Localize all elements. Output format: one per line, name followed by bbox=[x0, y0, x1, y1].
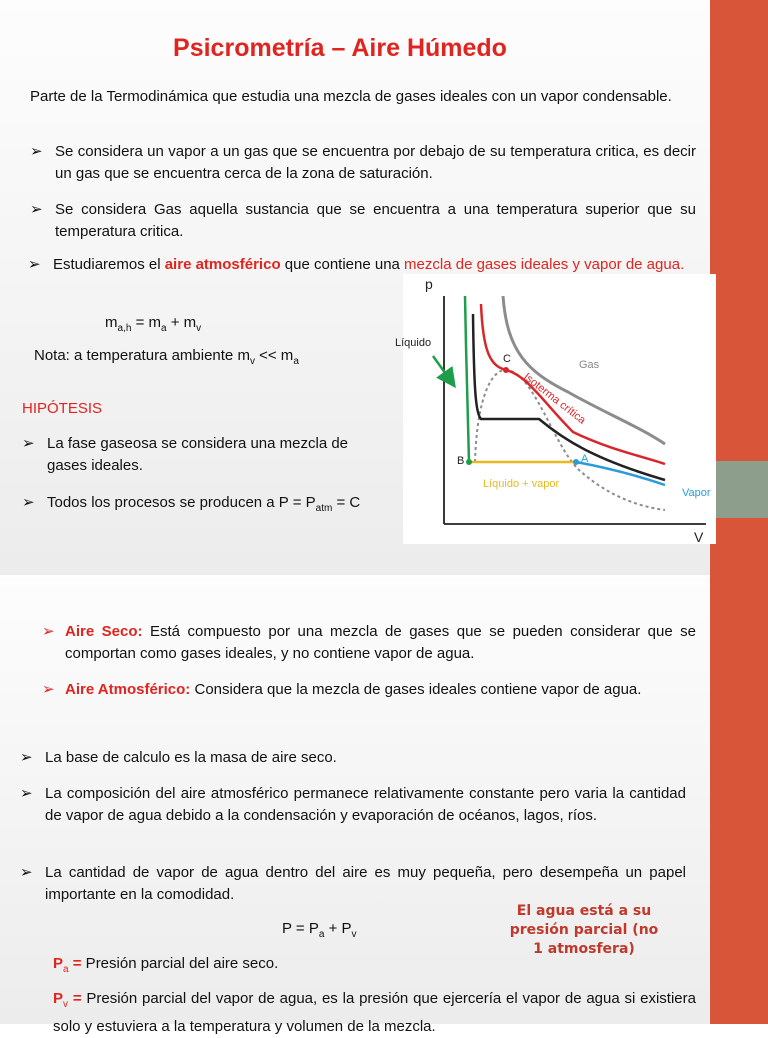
liquid-line bbox=[465, 296, 469, 462]
aire-seco-label: Aire Seco: bbox=[65, 623, 143, 640]
arrow-bullet-icon: ➢ bbox=[22, 435, 35, 452]
bullet-composicion: La composición del aire atmosférico permanece relativamente constante pero varia la cantidad de vapor de agua debido a la condensación y evaporación de océanos, lagos, ríos. bbox=[45, 785, 686, 824]
arrow-bullet-icon: ➢ bbox=[20, 749, 33, 766]
point-b-marker bbox=[466, 459, 472, 465]
liquido-label: Líquido bbox=[395, 337, 432, 349]
bullet-vapor: Se considera un vapor a un gas que se encuentra por debajo de su temperatura critica, es decir un gas que se encuentra cerca de la zona de saturación. bbox=[55, 143, 696, 182]
accent-tab bbox=[710, 461, 768, 518]
v-axis-label: V bbox=[694, 529, 704, 545]
aire-atmosferico-label: Aire Atmosférico: bbox=[65, 681, 191, 698]
highlight-aire-atmosferico: aire atmosférico bbox=[164, 256, 281, 273]
vapor-label: Vapor bbox=[682, 487, 711, 499]
water-partial-pressure-note: El agua está a su presión parcial (no 1 atmosfera) bbox=[509, 903, 659, 957]
intro-paragraph: Parte de la Termodinámica que estudia una mezcla de gases ideales con un vapor condensable. bbox=[30, 88, 672, 105]
bullet-base-calculo: La base de calculo es la masa de aire seco. bbox=[45, 749, 337, 766]
mass-equation: $m_{a,h} = m_a + m_v$ bbox=[105, 314, 202, 334]
liquid-arrow bbox=[433, 356, 453, 384]
arrow-bullet-icon: ➢ bbox=[20, 864, 33, 881]
bullet-gas: Se considera Gas aquella sustancia que se encuentra a una temperatura superior que su temperatura critica. bbox=[55, 201, 696, 240]
note-ambient: Nota: a temperatura ambiente $m_v << m_a$ bbox=[34, 347, 299, 367]
arrow-bullet-icon: ➢ bbox=[30, 201, 43, 218]
aire-atmosferico-definition: Aire Atmosférico: Considera que la mezcla de gases ideales contiene vapor de agua. bbox=[65, 681, 642, 698]
arrow-bullet-icon: ➢ bbox=[22, 494, 35, 511]
point-a-marker bbox=[573, 459, 579, 465]
liquid-vapor-label: Líquido + vapor bbox=[483, 478, 560, 490]
pv-diagram bbox=[395, 274, 716, 545]
page-title: Psicrometría – Aire Húmedo bbox=[173, 34, 507, 62]
pa-definition: $P_a$ = Presión parcial del aire seco. bbox=[53, 955, 279, 975]
arrow-bullet-icon: ➢ bbox=[30, 143, 43, 160]
p-axis-label: p bbox=[425, 276, 433, 292]
arrow-bullet-icon: ➢ bbox=[28, 256, 41, 273]
point-c-marker bbox=[503, 367, 509, 373]
arrow-bullet-icon: ➢ bbox=[42, 681, 55, 698]
point-b-label: B bbox=[457, 455, 465, 467]
hipotesis-heading: HIPÓTESIS bbox=[22, 400, 103, 417]
aire-seco-definition: Aire Seco: Está compuesto por una mezcla de gases que se pueden considerar que se comportan como gases ideales, y no contiene vapor de agua. bbox=[65, 623, 696, 662]
point-c-label: C bbox=[503, 353, 511, 365]
arrow-bullet-icon: ➢ bbox=[42, 623, 55, 640]
pv-definition: $P_v$ = Presión parcial del vapor de agua, es la presión que ejercería el vapor de agua si existiera solo y estuviera a la temperatura y volumen de la mezcla. bbox=[53, 990, 696, 1035]
arrow-bullet-icon: ➢ bbox=[20, 785, 33, 802]
gas-label: Gas bbox=[579, 359, 600, 371]
pressure-equation: $P = P_a + P_v$ bbox=[282, 920, 357, 940]
isoterma-label: Isoterma crítica bbox=[521, 370, 588, 427]
bullet-estudiaremos: Estudiaremos el aire atmosférico que contiene una mezcla de gases ideales y vapor de agua. bbox=[53, 256, 685, 273]
hypothesis-1: La fase gaseosa se considera una mezcla de gases ideales. bbox=[47, 435, 349, 474]
hypothesis-2: Todos los procesos se producen a $P = P_{atm} = C$ bbox=[47, 494, 361, 514]
highlight-mezcla: mezcla de gases ideales y vapor de agua bbox=[404, 256, 681, 273]
bullet-cantidad-vapor: La cantidad de vapor de agua dentro del aire es muy pequeña, pero desempeña un papel importante en la comodidad. bbox=[45, 864, 686, 903]
point-a-label: A bbox=[581, 453, 589, 465]
